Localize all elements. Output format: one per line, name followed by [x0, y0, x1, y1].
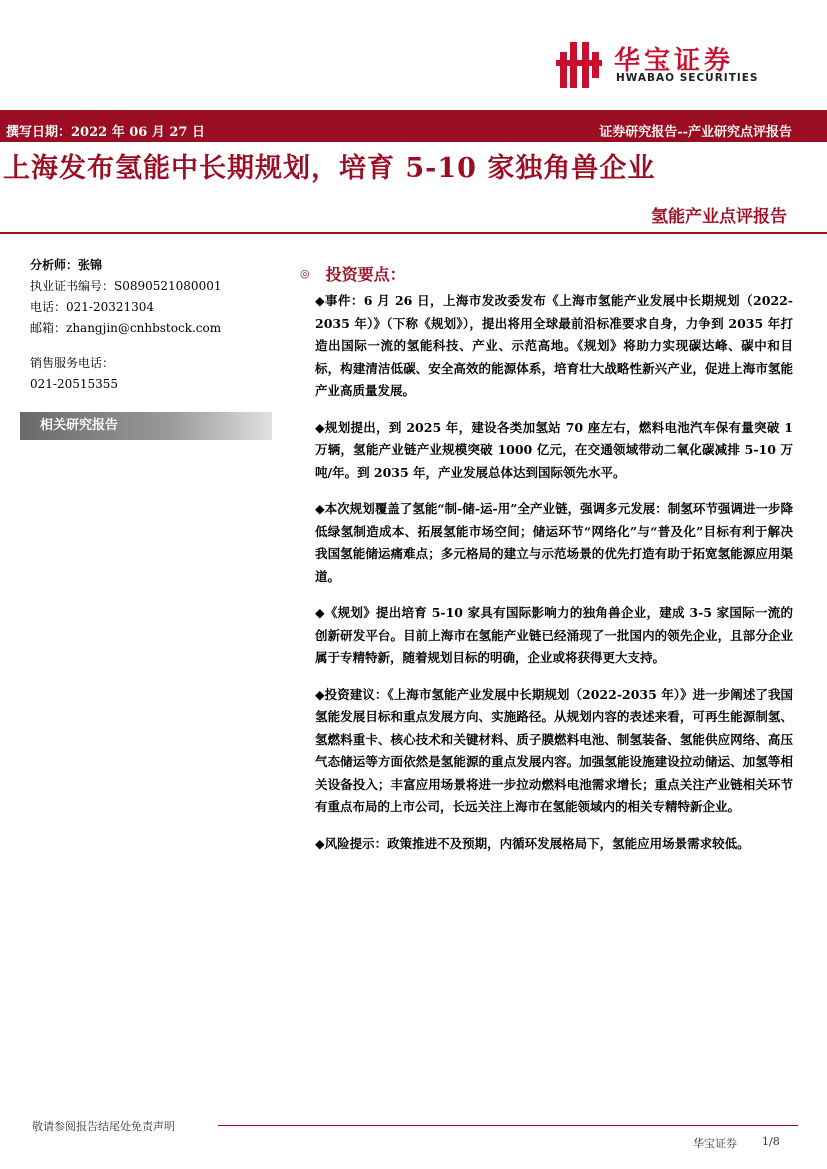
- report-title: 上海发布氢能中长期规划，培育 5-10 家独角兽企业: [3, 153, 656, 184]
- analyst-info: [30, 255, 221, 395]
- report-type: 证券研究报告--产业研究点评报告: [599, 125, 792, 140]
- point-risk: ◆风险提示：政策推进不及预期，内循环发展格局下，氢能应用场景需求较低。: [315, 835, 750, 851]
- related-reports-header: 相关研究报告: [20, 412, 272, 440]
- investment-title: 投资要点：: [325, 265, 406, 284]
- analyst-phone: 电话：021-20321304: [30, 300, 155, 314]
- point-unicorns: ◆《规划》提出培育 5-10 家具有国际影响力的独角兽企业，建成 3-5 家国际一流的创新研发平台。目前上海市在氢能产业链已经涌现了一批国内的领先企业，且部分企业属于专精特新，随着规划目标的明确，企业或将获得更大支持。: [315, 605, 793, 665]
- bullseye-icon: ◎: [300, 267, 310, 280]
- report-subtitle: 氢能产业点评报告: [651, 207, 787, 227]
- sales-label: 销售服务电话：: [30, 356, 115, 370]
- page-number: 1/8: [762, 1135, 780, 1148]
- report-date: 撰写日期：2022 年 06 月 27 日: [6, 125, 205, 140]
- point-coverage: ◆本次规划覆盖了氢能“制-储-运-用”全产业链，强调多元发展：制氢环节强调进一步降低绿氢制造成本、拓展氢能市场空间；储运环节“网络化”与“普及化”目标有利于解决我国氢能储运痛难点；多元格局的建立与示范场景的优先打造有助于拓宽氢能源应用渠道。: [315, 501, 793, 584]
- point-event: ◆事件：6 月 26 日，上海市发改委发布《上海市氢能产业发展中长期规划（2022-2035 年）》（下称《规划》），提出将用全球最前沿标准要求自身，力争到 2035 年打造出国际一流的氢能科技、产业、示范高地。《规划》将助力实现碳达峰、碳中和目标，构建清洁低碳、安全高效的能源体系，培育壮大战略性新兴产业，促进上海市氢能产业高质量发展。: [315, 293, 793, 398]
- point-targets: ◆规划提出，到 2025 年，建设各类加氢站 70 座左右，燃料电池汽车保有量突破 1 万辆，氢能产业链产业规模突破 1000 亿元，在交通领域带动二氧化碳减排 5-10 万吨/年。到 2035 年，产业发展总体达到国际领先水平。: [315, 419, 793, 480]
- point-advice: ◆投资建议：《上海市氢能产业发展中长期规划（2022-2035 年）》进一步阐述了我国氢能发展目标和重点发展方向、实施路径。从规划内容的表述来看，可再生能源制氢、氢燃料重卡、核心技术和关键材料、质子膜燃料电池、制氢装备、氢能供应网络、高压气态储运等方面依然是氢能源的重点发展内容。加强氢能设施建设拉动储运、加氢等相关设备投入；丰富应用场景将进一步拉动燃料电池需求增长；重点关注产业链相关环节有重点布局的上市公司，长远关注上海市在氢能领域内的相关专精特新企业。: [315, 686, 793, 814]
- analyst-license: 执业证书编号：S0890521080001: [30, 279, 222, 293]
- sales-phone: 021-20515355: [30, 377, 119, 391]
- brand-name-en: HWABAO SECURITIES: [616, 72, 759, 84]
- brand-logo: [556, 38, 791, 90]
- footer-disclaimer: 敬请参阅报告结尾处免责声明: [32, 1120, 175, 1133]
- analyst-name: 分析师：张锦: [30, 258, 103, 272]
- analyst-email: 邮箱：zhangjin@cnhbstock.com: [30, 321, 222, 335]
- header-divider: [0, 232, 827, 234]
- footer-company: 华宝证券: [693, 1137, 737, 1150]
- hwabao-logo-icon: [556, 38, 604, 90]
- investment-heading: [300, 262, 406, 285]
- brand-name-cn: 华宝证券: [614, 46, 735, 76]
- footer-divider: [218, 1125, 798, 1126]
- investment-points: [315, 290, 793, 869]
